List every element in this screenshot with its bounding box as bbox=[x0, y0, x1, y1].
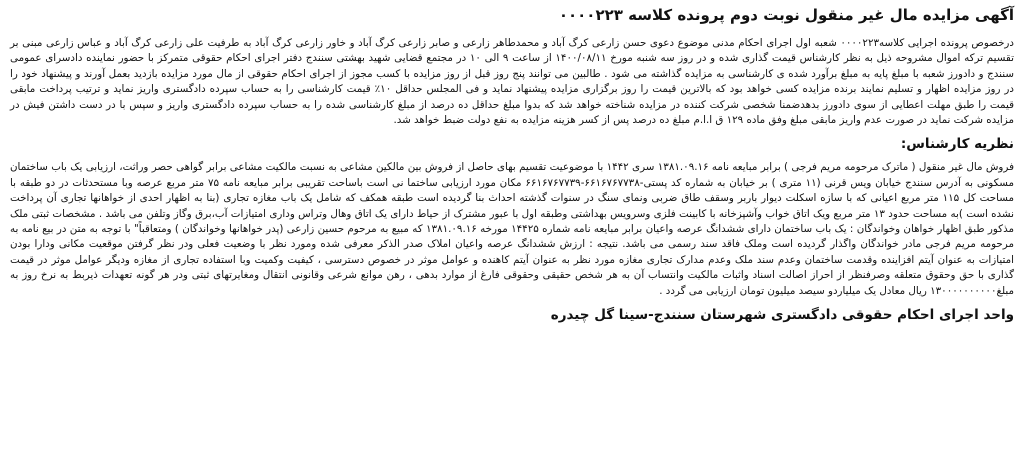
expert-opinion-paragraph: فروش مال غیر منقول ( ماترک مرحومه مریم فرجی ) برابر مبایعه نامه ۱۳۸۱.۰۹.۱۶ سری ۱۴۴۲ با موضوعیت تقسیم بهای حاصل از فروش بین مالکین مشاعی به نسبت مالکیت مشاعی برابر گواهی حصر وراثت، ارزیابی یک باب ساختمان مسکونی به آدرس سنندج خیابان ویس قرنی (۱۱ متری ) بر خیابان به شماره کد پستی-۶۶۱۶۷۶۷۷۳۸-۶۶۱۶۷۶۷۷۳۹ مکان مورد ارزیابی ساختما نی است باساحت تقریبی برابر مبایعه نامه ۷۵ متر مربع عرصه وبا مستحدثات در دو طبقه با مساحت کل ۱۱۵ متر مربع اعیانی که با سازه اسکلت دیوار باربر وسقف طاق ضربی ونمای سنگ در سنوات گذشته احداث بنا گردیده است طبقه همکف که شامل یک باب مغازه تجاری (بنا به اظهار احدی از خواهانها تجاری آن پرداخت نشده است )به مساحت حدود ۱۳ متر مربع ویک اتاق خواب وآشپزخانه با کابینت فلزی وسرویس بهداشتی وطبقه اول با عبور مشترک از حیاط دارای یک اتاق وهال وتراس وداری امتیازات آب،برق وگاز وتلفن می باشد . مشخصات ثبتی ملک مذکور طبق اظهار خواهان وخواندگان : یک باب ساختمان دارای ششدانگ عرصه واعیان برابر مبایعه نامه شماره ۱۴۴۲۵ مورخه ۱۳۸۱.۰۹.۱۶ که مبیع به مرحوم حسین زارعی (پدر خواهانها وخواندگان ) ومتعاقباً" با توجه به متن در بیع نامه به مرحومه مریم فرجی مادر خواندگان واگذار گردیده است وملک فاقد سند رسمی می باشد. نتیجه : ارزش ششدانگ عرصه واعیان املاک صدر الذکر معرفی شده ومورد نظر با وضعیت فعلی ودر نظر گرفتن موقعیت مکانی ودارا بودن امتیازات به عنوان آیتم افزاینده وقدمت ساختمان وعدم سند ملک وعدم مدارک تجاری مغازه مورد نظر به عنوان آیتم کاهنده و عوامل موثر در خصوص دسترسی ، کیفیت وکمیت وبا استفاده تجاری از مغازه ودیگر عوامل موثر در قیمت گذاری با حق وحقوق متعلقه وصرفنظر از احراز اصالت اسناد واثبات مالکیت وانتساب آن به هر شخص حقیقی وحقوقی فارغ از موارد بدهی ، رهن موانع شرعی وقانونی انتقال ومغایرتهای ثبتی ودر هر گونه تعهدات ذیربط به نرخ روز به مبلغ۱۳۰۰۰۰۰۰۰۰۰۰ ریال معادل یک میلیاردو سیصد میلیون تومان ارزیابی می گردد . bbox=[10, 161, 1015, 297]
expert-opinion-heading: نظریه کارشناس: bbox=[900, 136, 1014, 153]
intro-paragraph: درخصوص پرونده اجرایی کلاسه۰۰۰۰۲۲۳ شعبه اول اجرای احکام مدنی موضوع دعوی حسن زارعی کرگ آباد و محمدطاهر زارعی و صابر زارعی کرگ آباد و خاور زارعی کرگ آباد به طرفیت علی زارعی کرگ آباد و عباس زارعی مبنی بر تقسیم ترکه اموال مشروحه ذیل به نظر کارشناس قیمت گذاری شده و در روز سه شنبه مورخ ۱۴۰۰/۰۸/۱۱ از ساعت ۹ الی ۱۰ در مجتمع قضایی شهید بهشتی سنندج دفتر اجرای احکام حقوقی متمرکز با حضور نماینده دادسرای عمومی سنندج و دادورز شعبه با مبلغ پایه به مبلغ برآورد شده ی کارشناسی به مزایده گذاشته می شود . طالبین می توانند پنج روز قبل از روز مزایده با کسب مجوز از اجرای احکام حقوقی از مال مورد مزایده بازدید بعمل آورند و پیشنهاد خود را در روز مزایده اظهار و تسلیم نمایند برنده مزایده کسی خواهد بود که بالاترین قیمت را روز برگزاری مزایده پیشنهاد نماید و فی المجلس حداقل ۱۰٪ قیمت کارشناسی را به حساب سپرده دادگستری واریز نماید و ترتیب پرداخت مابقی قیمت را طبق مهلت اعطایی از سوی دادورز بدهدضمنا شخصی شرکت کننده در مزایده شناخته خواهد شد که بدوا مبلغ حداقل ده درصد از مبلغ کارشناسی شده را به حساب سپرده دادگستری واریز و سپس با در دست داشتن فیش در مزایده شرکت نماید در صورت عدم واریز مابقی مبلغ وفق ماده ۱۲۹ ق ا.ا.م مبلغ ده درصد پس از کسر هزینه مزایده به نفع دولت ضبط خواهد شد. bbox=[10, 37, 1014, 127]
issuing-unit-signature: واحد اجرای احکام حقوقی دادگستری شهرستان سنندج-سینا گل چیدره bbox=[550, 307, 1014, 324]
notice-title: آگهی مزایده مال غیر منقول نوبت دوم پرونده کلاسه ۰۰۰۰۲۲۳ bbox=[558, 6, 1014, 24]
